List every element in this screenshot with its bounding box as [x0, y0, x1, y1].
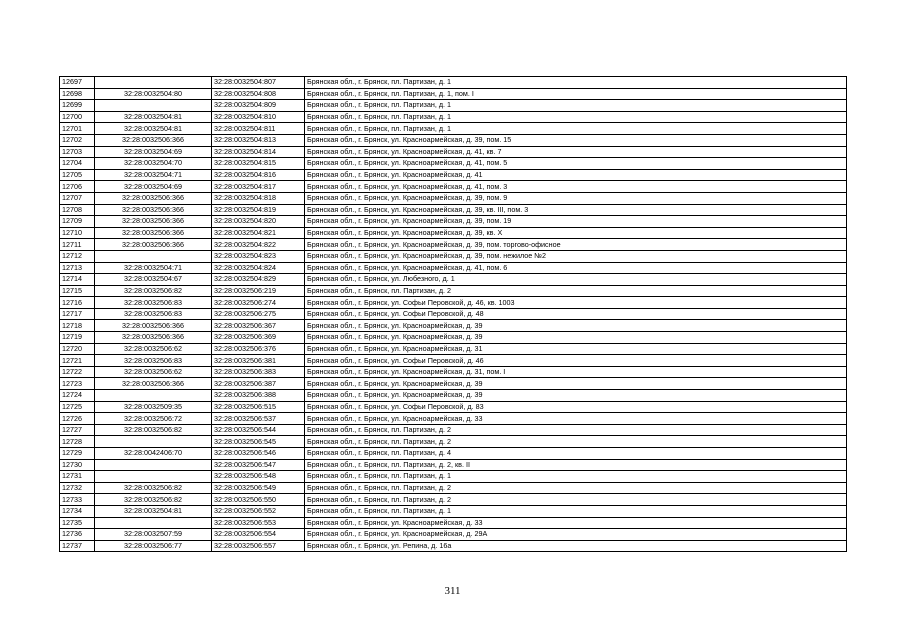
cadastral-number-cell: 32:28:0032506:545 [212, 436, 305, 448]
row-number-cell: 12722 [60, 366, 95, 378]
parent-cadastral-number-cell: 32:28:0032504:81 [95, 111, 212, 123]
address-cell: Брянская обл., г. Брянск, пл. Партизан, д. 2 [305, 436, 847, 448]
row-number-cell: 12714 [60, 274, 95, 286]
parent-cadastral-number-cell: 32:28:0032507:59 [95, 529, 212, 541]
row-number-cell: 12720 [60, 343, 95, 355]
address-cell: Брянская обл., г. Брянск, ул. Красноармейская, д. 39 [305, 320, 847, 332]
table-row [60, 366, 847, 378]
parent-cadastral-number-cell [95, 100, 212, 112]
parent-cadastral-number-cell [95, 250, 212, 262]
cadastral-number-cell: 32:28:0032506:548 [212, 471, 305, 483]
table-row [60, 181, 847, 193]
table-row [60, 378, 847, 390]
row-number-cell: 12715 [60, 285, 95, 297]
address-cell: Брянская обл., г. Брянск, ул. Красноармейская, д. 39, пом. торгово-офисное [305, 239, 847, 251]
address-cell: Брянская обл., г. Брянск, ул. Красноармейская, д. 41, пом. 3 [305, 181, 847, 193]
table-row [60, 262, 847, 274]
address-cell: Брянская обл., г. Брянск, ул. Софьи Перовской, д. 46 [305, 355, 847, 367]
parent-cadastral-number-cell: 32:28:0032504:67 [95, 274, 212, 286]
table-row [60, 239, 847, 251]
cadastral-number-cell: 32:28:0032506:552 [212, 505, 305, 517]
address-cell: Брянская обл., г. Брянск, ул. Красноармейская, д. 39 [305, 378, 847, 390]
cadastral-number-cell: 32:28:0032506:275 [212, 308, 305, 320]
address-cell: Брянская обл., г. Брянск, ул. Софьи Перовской, д. 83 [305, 401, 847, 413]
parent-cadastral-number-cell [95, 436, 212, 448]
parent-cadastral-number-cell: 32:28:0032506:62 [95, 366, 212, 378]
cadastral-number-cell: 32:28:0032504:810 [212, 111, 305, 123]
table-row [60, 320, 847, 332]
parent-cadastral-number-cell: 32:28:0032506:82 [95, 482, 212, 494]
table-row [60, 88, 847, 100]
parent-cadastral-number-cell: 32:28:0032506:72 [95, 413, 212, 425]
row-number-cell: 12705 [60, 169, 95, 181]
table-row [60, 448, 847, 460]
parent-cadastral-number-cell: 32:28:0032504:81 [95, 505, 212, 517]
address-cell: Брянская обл., г. Брянск, ул. Красноармейская, д. 41, кв. 7 [305, 146, 847, 158]
cadastral-number-cell: 32:28:0032504:814 [212, 146, 305, 158]
parent-cadastral-number-cell: 32:28:0032504:71 [95, 262, 212, 274]
table-row [60, 158, 847, 170]
row-number-cell: 12709 [60, 216, 95, 228]
cadastral-number-cell: 32:28:0032506:557 [212, 540, 305, 552]
parent-cadastral-number-cell: 32:28:0032504:71 [95, 169, 212, 181]
row-number-cell: 12697 [60, 77, 95, 89]
row-number-cell: 12730 [60, 459, 95, 471]
row-number-cell: 12732 [60, 482, 95, 494]
cadastral-number-cell: 32:28:0032504:815 [212, 158, 305, 170]
table-row [60, 436, 847, 448]
cadastral-number-cell: 32:28:0032504:816 [212, 169, 305, 181]
cadastral-number-cell: 32:28:0032504:829 [212, 274, 305, 286]
row-number-cell: 12707 [60, 192, 95, 204]
parent-cadastral-number-cell: 32:28:0032504:70 [95, 158, 212, 170]
row-number-cell: 12736 [60, 529, 95, 541]
table-row [60, 227, 847, 239]
address-cell: Брянская обл., г. Брянск, пл. Партизан, д. 1, пом. I [305, 88, 847, 100]
parent-cadastral-number-cell: 32:28:0032506:77 [95, 540, 212, 552]
row-number-cell: 12708 [60, 204, 95, 216]
parent-cadastral-number-cell: 32:28:0032506:62 [95, 343, 212, 355]
row-number-cell: 12698 [60, 88, 95, 100]
cadastral-number-cell: 32:28:0032506:376 [212, 343, 305, 355]
parent-cadastral-number-cell: 32:28:0032504:80 [95, 88, 212, 100]
parent-cadastral-number-cell: 32:28:0032506:366 [95, 320, 212, 332]
table-row [60, 192, 847, 204]
cadastral-number-cell: 32:28:0032504:811 [212, 123, 305, 135]
row-number-cell: 12701 [60, 123, 95, 135]
address-cell: Брянская обл., г. Брянск, ул. Красноармейская, д. 31 [305, 343, 847, 355]
cadastral-number-cell: 32:28:0032506:546 [212, 448, 305, 460]
address-cell: Брянская обл., г. Брянск, ул. Красноармейская, д. 39, пом. 15 [305, 134, 847, 146]
parent-cadastral-number-cell [95, 517, 212, 529]
cadastral-number-cell: 32:28:0032506:274 [212, 297, 305, 309]
parent-cadastral-number-cell: 32:28:0032506:83 [95, 297, 212, 309]
address-cell: Брянская обл., г. Брянск, ул. Красноармейская, д. 41 [305, 169, 847, 181]
cadastral-number-cell: 32:28:0032504:820 [212, 216, 305, 228]
table-row [60, 390, 847, 402]
cadastral-number-cell: 32:28:0032504:808 [212, 88, 305, 100]
row-number-cell: 12704 [60, 158, 95, 170]
parent-cadastral-number-cell: 32:28:0032509:35 [95, 401, 212, 413]
parent-cadastral-number-cell: 32:28:0032506:366 [95, 192, 212, 204]
address-cell: Брянская обл., г. Брянск, ул. Любезного, д. 1 [305, 274, 847, 286]
row-number-cell: 12706 [60, 181, 95, 193]
cadastral-number-cell: 32:28:0032506:381 [212, 355, 305, 367]
table-row [60, 471, 847, 483]
parent-cadastral-number-cell [95, 471, 212, 483]
row-number-cell: 12716 [60, 297, 95, 309]
cadastral-registry-table [59, 76, 847, 552]
address-cell: Брянская обл., г. Брянск, ул. Красноармейская, д. 39, пом. нежилое №2 [305, 250, 847, 262]
table-row [60, 216, 847, 228]
table-row [60, 529, 847, 541]
parent-cadastral-number-cell: 32:28:0032506:366 [95, 216, 212, 228]
row-number-cell: 12713 [60, 262, 95, 274]
address-cell: Брянская обл., г. Брянск, пл. Партизан, д. 1 [305, 471, 847, 483]
parent-cadastral-number-cell: 32:28:0032506:82 [95, 285, 212, 297]
address-cell: Брянская обл., г. Брянск, ул. Красноармейская, д. 41, пом. 6 [305, 262, 847, 274]
cadastral-number-cell: 32:28:0032504:809 [212, 100, 305, 112]
table-row [60, 285, 847, 297]
address-cell: Брянская обл., г. Брянск, пл. Партизан, д. 2 [305, 494, 847, 506]
cadastral-number-cell: 32:28:0032504:818 [212, 192, 305, 204]
registry-table-body [60, 77, 847, 552]
parent-cadastral-number-cell: 32:28:0032506:366 [95, 204, 212, 216]
cadastral-number-cell: 32:28:0032504:823 [212, 250, 305, 262]
parent-cadastral-number-cell: 32:28:0032506:366 [95, 332, 212, 344]
table-row [60, 494, 847, 506]
row-number-cell: 12718 [60, 320, 95, 332]
address-cell: Брянская обл., г. Брянск, ул. Красноармейская, д. 39, кв. III, пом. 3 [305, 204, 847, 216]
row-number-cell: 12724 [60, 390, 95, 402]
row-number-cell: 12727 [60, 424, 95, 436]
address-cell: Брянская обл., г. Брянск, ул. Красноармейская, д. 39 [305, 332, 847, 344]
parent-cadastral-number-cell: 32:28:0032506:82 [95, 494, 212, 506]
address-cell: Брянская обл., г. Брянск, пл. Партизан, д. 2 [305, 285, 847, 297]
cadastral-number-cell: 32:28:0032506:550 [212, 494, 305, 506]
parent-cadastral-number-cell: 32:28:0032504:81 [95, 123, 212, 135]
row-number-cell: 12726 [60, 413, 95, 425]
parent-cadastral-number-cell: 32:28:0042406:70 [95, 448, 212, 460]
address-cell: Брянская обл., г. Брянск, ул. Красноармейская, д. 31, пом. I [305, 366, 847, 378]
address-cell: Брянская обл., г. Брянск, ул. Красноармейская, д. 33 [305, 517, 847, 529]
address-cell: Брянская обл., г. Брянск, пл. Партизан, д. 4 [305, 448, 847, 460]
cadastral-number-cell: 32:28:0032506:383 [212, 366, 305, 378]
row-number-cell: 12731 [60, 471, 95, 483]
table-row [60, 146, 847, 158]
address-cell: Брянская обл., г. Брянск, ул. Красноармейская, д. 41, пом. 5 [305, 158, 847, 170]
cadastral-number-cell: 32:28:0032506:547 [212, 459, 305, 471]
table-row [60, 459, 847, 471]
row-number-cell: 12735 [60, 517, 95, 529]
row-number-cell: 12734 [60, 505, 95, 517]
cadastral-number-cell: 32:28:0032506:549 [212, 482, 305, 494]
cadastral-number-cell: 32:28:0032504:822 [212, 239, 305, 251]
table-row [60, 250, 847, 262]
parent-cadastral-number-cell: 32:28:0032506:366 [95, 134, 212, 146]
table-row [60, 274, 847, 286]
row-number-cell: 12719 [60, 332, 95, 344]
row-number-cell: 12710 [60, 227, 95, 239]
address-cell: Брянская обл., г. Брянск, ул. Красноармейская, д. 39, кв. X [305, 227, 847, 239]
address-cell: Брянская обл., г. Брянск, пл. Партизан, д. 1 [305, 505, 847, 517]
row-number-cell: 12721 [60, 355, 95, 367]
cadastral-number-cell: 32:28:0032504:819 [212, 204, 305, 216]
parent-cadastral-number-cell [95, 459, 212, 471]
parent-cadastral-number-cell: 32:28:0032504:69 [95, 181, 212, 193]
parent-cadastral-number-cell [95, 390, 212, 402]
row-number-cell: 12725 [60, 401, 95, 413]
address-cell: Брянская обл., г. Брянск, ул. Красноармейская, д. 39, пом. 9 [305, 192, 847, 204]
row-number-cell: 12723 [60, 378, 95, 390]
parent-cadastral-number-cell: 32:28:0032506:82 [95, 424, 212, 436]
address-cell: Брянская обл., г. Брянск, пл. Партизан, д. 2 [305, 424, 847, 436]
address-cell: Брянская обл., г. Брянск, пл. Партизан, д. 1 [305, 77, 847, 89]
parent-cadastral-number-cell: 32:28:0032506:366 [95, 227, 212, 239]
parent-cadastral-number-cell: 32:28:0032506:83 [95, 308, 212, 320]
cadastral-number-cell: 32:28:0032506:544 [212, 424, 305, 436]
cadastral-number-cell: 32:28:0032506:219 [212, 285, 305, 297]
row-number-cell: 12699 [60, 100, 95, 112]
address-cell: Брянская обл., г. Брянск, ул. Софьи Перовской, д. 48 [305, 308, 847, 320]
row-number-cell: 12733 [60, 494, 95, 506]
cadastral-number-cell: 32:28:0032506:515 [212, 401, 305, 413]
parent-cadastral-number-cell: 32:28:0032504:69 [95, 146, 212, 158]
address-cell: Брянская обл., г. Брянск, ул. Красноармейская, д. 39, пом. 19 [305, 216, 847, 228]
table-row [60, 505, 847, 517]
page-number: 311 [444, 585, 461, 597]
row-number-cell: 12703 [60, 146, 95, 158]
table-row [60, 204, 847, 216]
address-cell: Брянская обл., г. Брянск, ул. Красноармейская, д. 39 [305, 390, 847, 402]
cadastral-number-cell: 32:28:0032504:824 [212, 262, 305, 274]
table-row [60, 482, 847, 494]
cadastral-number-cell: 32:28:0032506:537 [212, 413, 305, 425]
cadastral-number-cell: 32:28:0032506:553 [212, 517, 305, 529]
row-number-cell: 12702 [60, 134, 95, 146]
cadastral-number-cell: 32:28:0032504:817 [212, 181, 305, 193]
parent-cadastral-number-cell: 32:28:0032506:366 [95, 239, 212, 251]
table-row [60, 169, 847, 181]
row-number-cell: 12737 [60, 540, 95, 552]
table-row [60, 134, 847, 146]
address-cell: Брянская обл., г. Брянск, пл. Партизан, д. 2, кв. II [305, 459, 847, 471]
address-cell: Брянская обл., г. Брянск, пл. Партизан, д. 1 [305, 100, 847, 112]
table-row [60, 401, 847, 413]
cadastral-number-cell: 32:28:0032506:387 [212, 378, 305, 390]
table-row [60, 77, 847, 89]
row-number-cell: 12712 [60, 250, 95, 262]
address-cell: Брянская обл., г. Брянск, пл. Партизан, д. 2 [305, 482, 847, 494]
cadastral-number-cell: 32:28:0032504:807 [212, 77, 305, 89]
parent-cadastral-number-cell [95, 77, 212, 89]
row-number-cell: 12717 [60, 308, 95, 320]
row-number-cell: 12711 [60, 239, 95, 251]
table-row [60, 355, 847, 367]
address-cell: Брянская обл., г. Брянск, пл. Партизан, д. 1 [305, 111, 847, 123]
table-row [60, 343, 847, 355]
row-number-cell: 12729 [60, 448, 95, 460]
table-row [60, 424, 847, 436]
address-cell: Брянская обл., г. Брянск, ул. Красноармейская, д. 33 [305, 413, 847, 425]
table-row [60, 100, 847, 112]
table-row [60, 308, 847, 320]
address-cell: Брянская обл., г. Брянск, пл. Партизан, д. 1 [305, 123, 847, 135]
cadastral-number-cell: 32:28:0032506:554 [212, 529, 305, 541]
table-row [60, 332, 847, 344]
row-number-cell: 12728 [60, 436, 95, 448]
table-row [60, 123, 847, 135]
cadastral-number-cell: 32:28:0032506:369 [212, 332, 305, 344]
address-cell: Брянская обл., г. Брянск, ул. Красноармейская, д. 29А [305, 529, 847, 541]
cadastral-number-cell: 32:28:0032504:821 [212, 227, 305, 239]
address-cell: Брянская обл., г. Брянск, ул. Софьи Перовской, д. 46, кв. 1003 [305, 297, 847, 309]
row-number-cell: 12700 [60, 111, 95, 123]
parent-cadastral-number-cell: 32:28:0032506:366 [95, 378, 212, 390]
table-row [60, 297, 847, 309]
table-row [60, 540, 847, 552]
cadastral-number-cell: 32:28:0032506:388 [212, 390, 305, 402]
table-row [60, 413, 847, 425]
table-row [60, 111, 847, 123]
cadastral-number-cell: 32:28:0032504:813 [212, 134, 305, 146]
table-row [60, 517, 847, 529]
parent-cadastral-number-cell: 32:28:0032506:83 [95, 355, 212, 367]
address-cell: Брянская обл., г. Брянск, ул. Репина, д. 16а [305, 540, 847, 552]
cadastral-number-cell: 32:28:0032506:367 [212, 320, 305, 332]
